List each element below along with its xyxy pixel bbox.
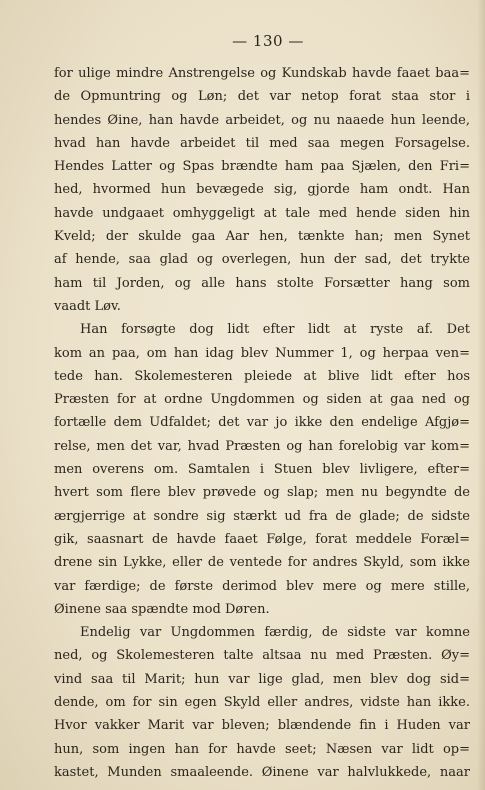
- text-line: havde undgaaet omhyggeligt at tale med hende siden hin: [54, 205, 470, 221]
- text-line: Kveld; der skulde gaa Aar hen, tænkte han; men Synet: [54, 229, 470, 245]
- text-line: Hendes Latter og Spas brændte ham paa Sjælen, den Fri=: [54, 159, 470, 175]
- text-line: fortælle dem Udfaldet; det var jo ikke den endelige Afgjø=: [54, 415, 470, 431]
- text-line: kom an paa, om han idag blev Nummer 1, og herpaa ven=: [54, 345, 470, 361]
- text-line: vind saa til Marit; hun var lige glad, men blev dog sid=: [54, 671, 470, 687]
- text-line: relse, men det var, hvad Præsten og han forelobig var kom=: [54, 438, 470, 454]
- page-edge-shadow: [477, 0, 485, 790]
- page-number: — 130 —: [232, 32, 304, 50]
- text-line: hendes Øine, han havde arbeidet, og nu naaede hun leende,: [54, 112, 470, 128]
- text-line: dende, om for sin egen Skyld eller andres, vidste han ikke.: [54, 695, 470, 711]
- body-text: [54, 62, 470, 784]
- text-line: ærgjerrige at sondre sig stærkt ud fra de glade; de sidste: [54, 508, 470, 524]
- text-line: Øinene saa spændte mod Døren.: [54, 601, 270, 617]
- text-line: hun, som ingen han for havde seet; Næsen var lidt op=: [54, 741, 470, 757]
- book-page: [54, 30, 470, 784]
- text-line: ham til Jorden, og alle hans stolte Forsætter hang som: [54, 275, 470, 291]
- text-line: kastet, Munden smaaleende. Øinene var halvlukkede, naar: [54, 764, 470, 780]
- text-line: hed, hvormed hun bevægede sig, gjorde ham ondt. Han: [54, 182, 470, 198]
- text-line: Endelig var Ungdommen færdig, de sidste var komne: [80, 625, 470, 641]
- text-line: af hende, saa glad og overlegen, hun der sad, det trykte: [54, 252, 470, 268]
- text-line: de Opmuntring og Løn; det var netop forat staa stor i: [54, 89, 470, 105]
- text-line: gik, saasnart de havde faaet Følge, forat meddele Foræl=: [54, 531, 470, 547]
- text-line: drene sin Lykke, eller de ventede for andres Skyld, som ikke: [54, 555, 470, 571]
- text-line: hvert som flere blev prøvede og slap; men nu begyndte de: [54, 485, 470, 501]
- text-line: ned, og Skolemesteren talte altsaa nu med Præsten. Øy=: [54, 648, 470, 664]
- text-line: tede han. Skolemesteren pleiede at blive lidt efter hos: [54, 368, 470, 384]
- text-line: Hvor vakker Marit var bleven; blændende fin i Huden var: [54, 718, 470, 734]
- text-line: men overens om. Samtalen i Stuen blev livligere, efter=: [54, 462, 470, 478]
- text-line: var færdige; de første derimod blev mere og mere stille,: [54, 578, 470, 594]
- text-line: for ulige mindre Anstrengelse og Kundskab havde faaet baa=: [54, 66, 470, 81]
- text-line: vaadt Løv.: [54, 298, 121, 314]
- text-line: Præsten for at ordne Ungdommen og siden at gaa ned og: [54, 392, 470, 408]
- text-line: hvad han havde arbeidet til med saa megen Forsagelse.: [54, 135, 470, 151]
- text-line: Han forsøgte dog lidt efter lidt at ryste af. Det: [80, 322, 470, 338]
